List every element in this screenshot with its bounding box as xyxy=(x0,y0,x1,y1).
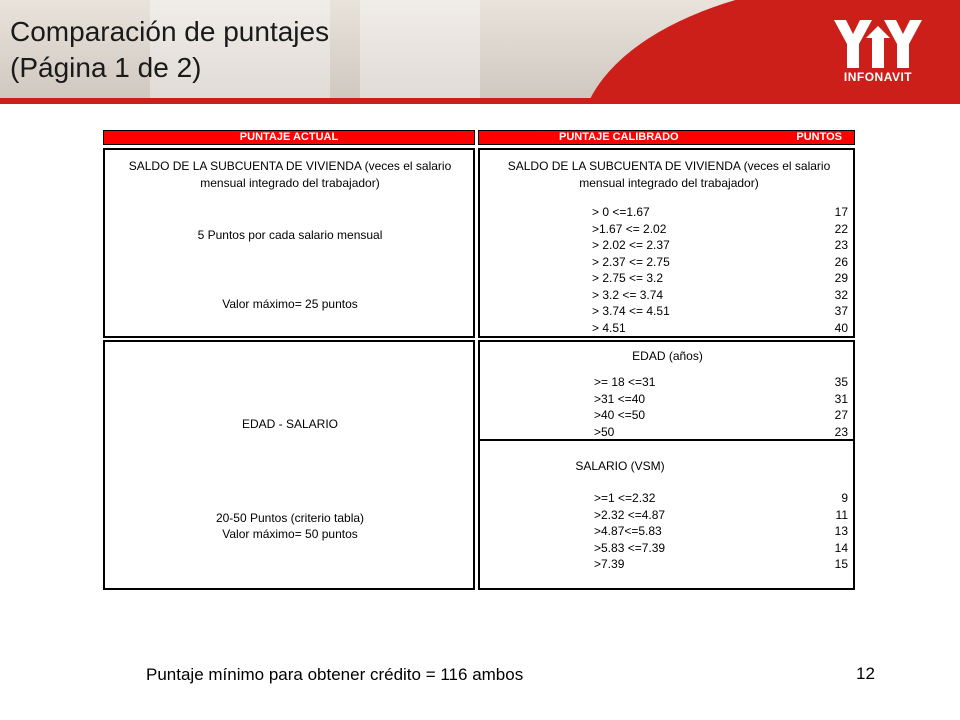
edad-salario-actual-title: EDAD - SALARIO xyxy=(241,417,339,431)
header-puntos-label: PUNTOS xyxy=(796,131,842,143)
points: 23 xyxy=(834,424,848,439)
range: >4.87<=5.83 xyxy=(594,524,662,538)
range: >= 18 <=31 xyxy=(594,375,656,389)
edad-title: EDAD (años) xyxy=(632,349,703,363)
points: 14 xyxy=(834,540,848,555)
saldo-actual-panel xyxy=(103,148,475,338)
saldo-actual-rule: 5 Puntos por cada salario mensual xyxy=(197,228,383,242)
footer-note: Puntaje mínimo para obtener crédito = 116 ambos xyxy=(146,665,524,684)
table-row xyxy=(594,374,848,391)
header-accent-band xyxy=(0,98,960,104)
points: 27 xyxy=(834,408,848,422)
table-row xyxy=(592,221,848,238)
edad-salario-actual-rule: 20-50 Puntos (criterio tabla) xyxy=(215,511,365,525)
points: 23 xyxy=(834,238,848,252)
table-row xyxy=(592,254,848,271)
table-row xyxy=(594,424,848,441)
points: 37 xyxy=(834,304,848,318)
page-number: 12 xyxy=(856,664,875,683)
salario-title: SALARIO (VSM) xyxy=(575,459,665,473)
range: >40 <=50 xyxy=(594,408,646,422)
saldo-calibrado-panel xyxy=(478,148,855,338)
edad-salario-actual-panel xyxy=(103,340,475,590)
table-row xyxy=(592,303,848,320)
table-row xyxy=(592,204,848,221)
range: >50 xyxy=(594,424,615,439)
points: 26 xyxy=(834,254,848,269)
points: 15 xyxy=(834,557,848,571)
range: >=1 <=2.32 xyxy=(594,491,656,505)
table-row xyxy=(592,237,848,254)
background-building xyxy=(360,0,480,98)
points: 40 xyxy=(834,320,848,335)
table-row xyxy=(594,523,848,540)
range: > 2.75 <= 3.2 xyxy=(592,271,664,285)
points: 32 xyxy=(834,287,848,302)
points: 31 xyxy=(834,391,848,406)
header-label: PUNTAJE ACTUAL xyxy=(239,131,339,143)
range: >2.32 <=4.87 xyxy=(594,507,666,522)
section-divider xyxy=(480,439,853,441)
range: >7.39 xyxy=(594,557,625,571)
table-row xyxy=(594,407,848,424)
points: 29 xyxy=(834,271,848,285)
range: > 2.02 <= 2.37 xyxy=(592,238,670,252)
table-row xyxy=(594,556,848,573)
range: > 3.2 <= 3.74 xyxy=(592,287,664,302)
table-row xyxy=(592,287,848,304)
header-puntaje-calibrado xyxy=(478,130,855,145)
points: 13 xyxy=(834,524,848,538)
range: > 0 <=1.67 xyxy=(592,205,650,219)
points: 9 xyxy=(841,491,848,505)
edad-salario-actual-max: Valor máximo= 50 puntos xyxy=(222,527,358,541)
saldo-actual-max: Valor máximo= 25 puntos xyxy=(222,297,358,311)
saldo-actual-title: SALDO DE LA SUBCUENTA DE VIVIENDA (veces el salario mensual integrado del trabajador) xyxy=(128,159,452,190)
edad-rows xyxy=(594,374,848,440)
salario-rows xyxy=(594,490,848,573)
table-row xyxy=(594,540,848,557)
points: 17 xyxy=(834,205,848,219)
points: 22 xyxy=(834,221,848,236)
range: >5.83 <=7.39 xyxy=(594,540,666,555)
table-row xyxy=(594,507,848,524)
table-row xyxy=(592,270,848,287)
header-puntaje-actual xyxy=(103,130,475,145)
table-row xyxy=(594,391,848,408)
range: > 3.74 <= 4.51 xyxy=(592,304,670,318)
table-row xyxy=(592,320,848,337)
page-title: Comparación de puntajes (Página 1 de 2) xyxy=(10,16,330,83)
edad-salario-calibrado-panel xyxy=(478,340,855,590)
range: > 2.37 <= 2.75 xyxy=(592,254,670,269)
range: >1.67 <= 2.02 xyxy=(592,221,667,236)
logo-text: INFONAVIT xyxy=(843,70,913,84)
points: 35 xyxy=(834,375,848,389)
table-row xyxy=(594,490,848,507)
points: 11 xyxy=(835,507,848,522)
header-label: PUNTAJE CALIBRADO xyxy=(559,131,679,143)
range: > 4.51 xyxy=(592,320,626,335)
saldo-rows xyxy=(592,204,848,336)
range: >31 <=40 xyxy=(594,391,646,406)
saldo-calibrado-title: SALDO DE LA SUBCUENTA DE VIVIENDA (veces el salario mensual integrado del trabajador) xyxy=(507,159,831,190)
